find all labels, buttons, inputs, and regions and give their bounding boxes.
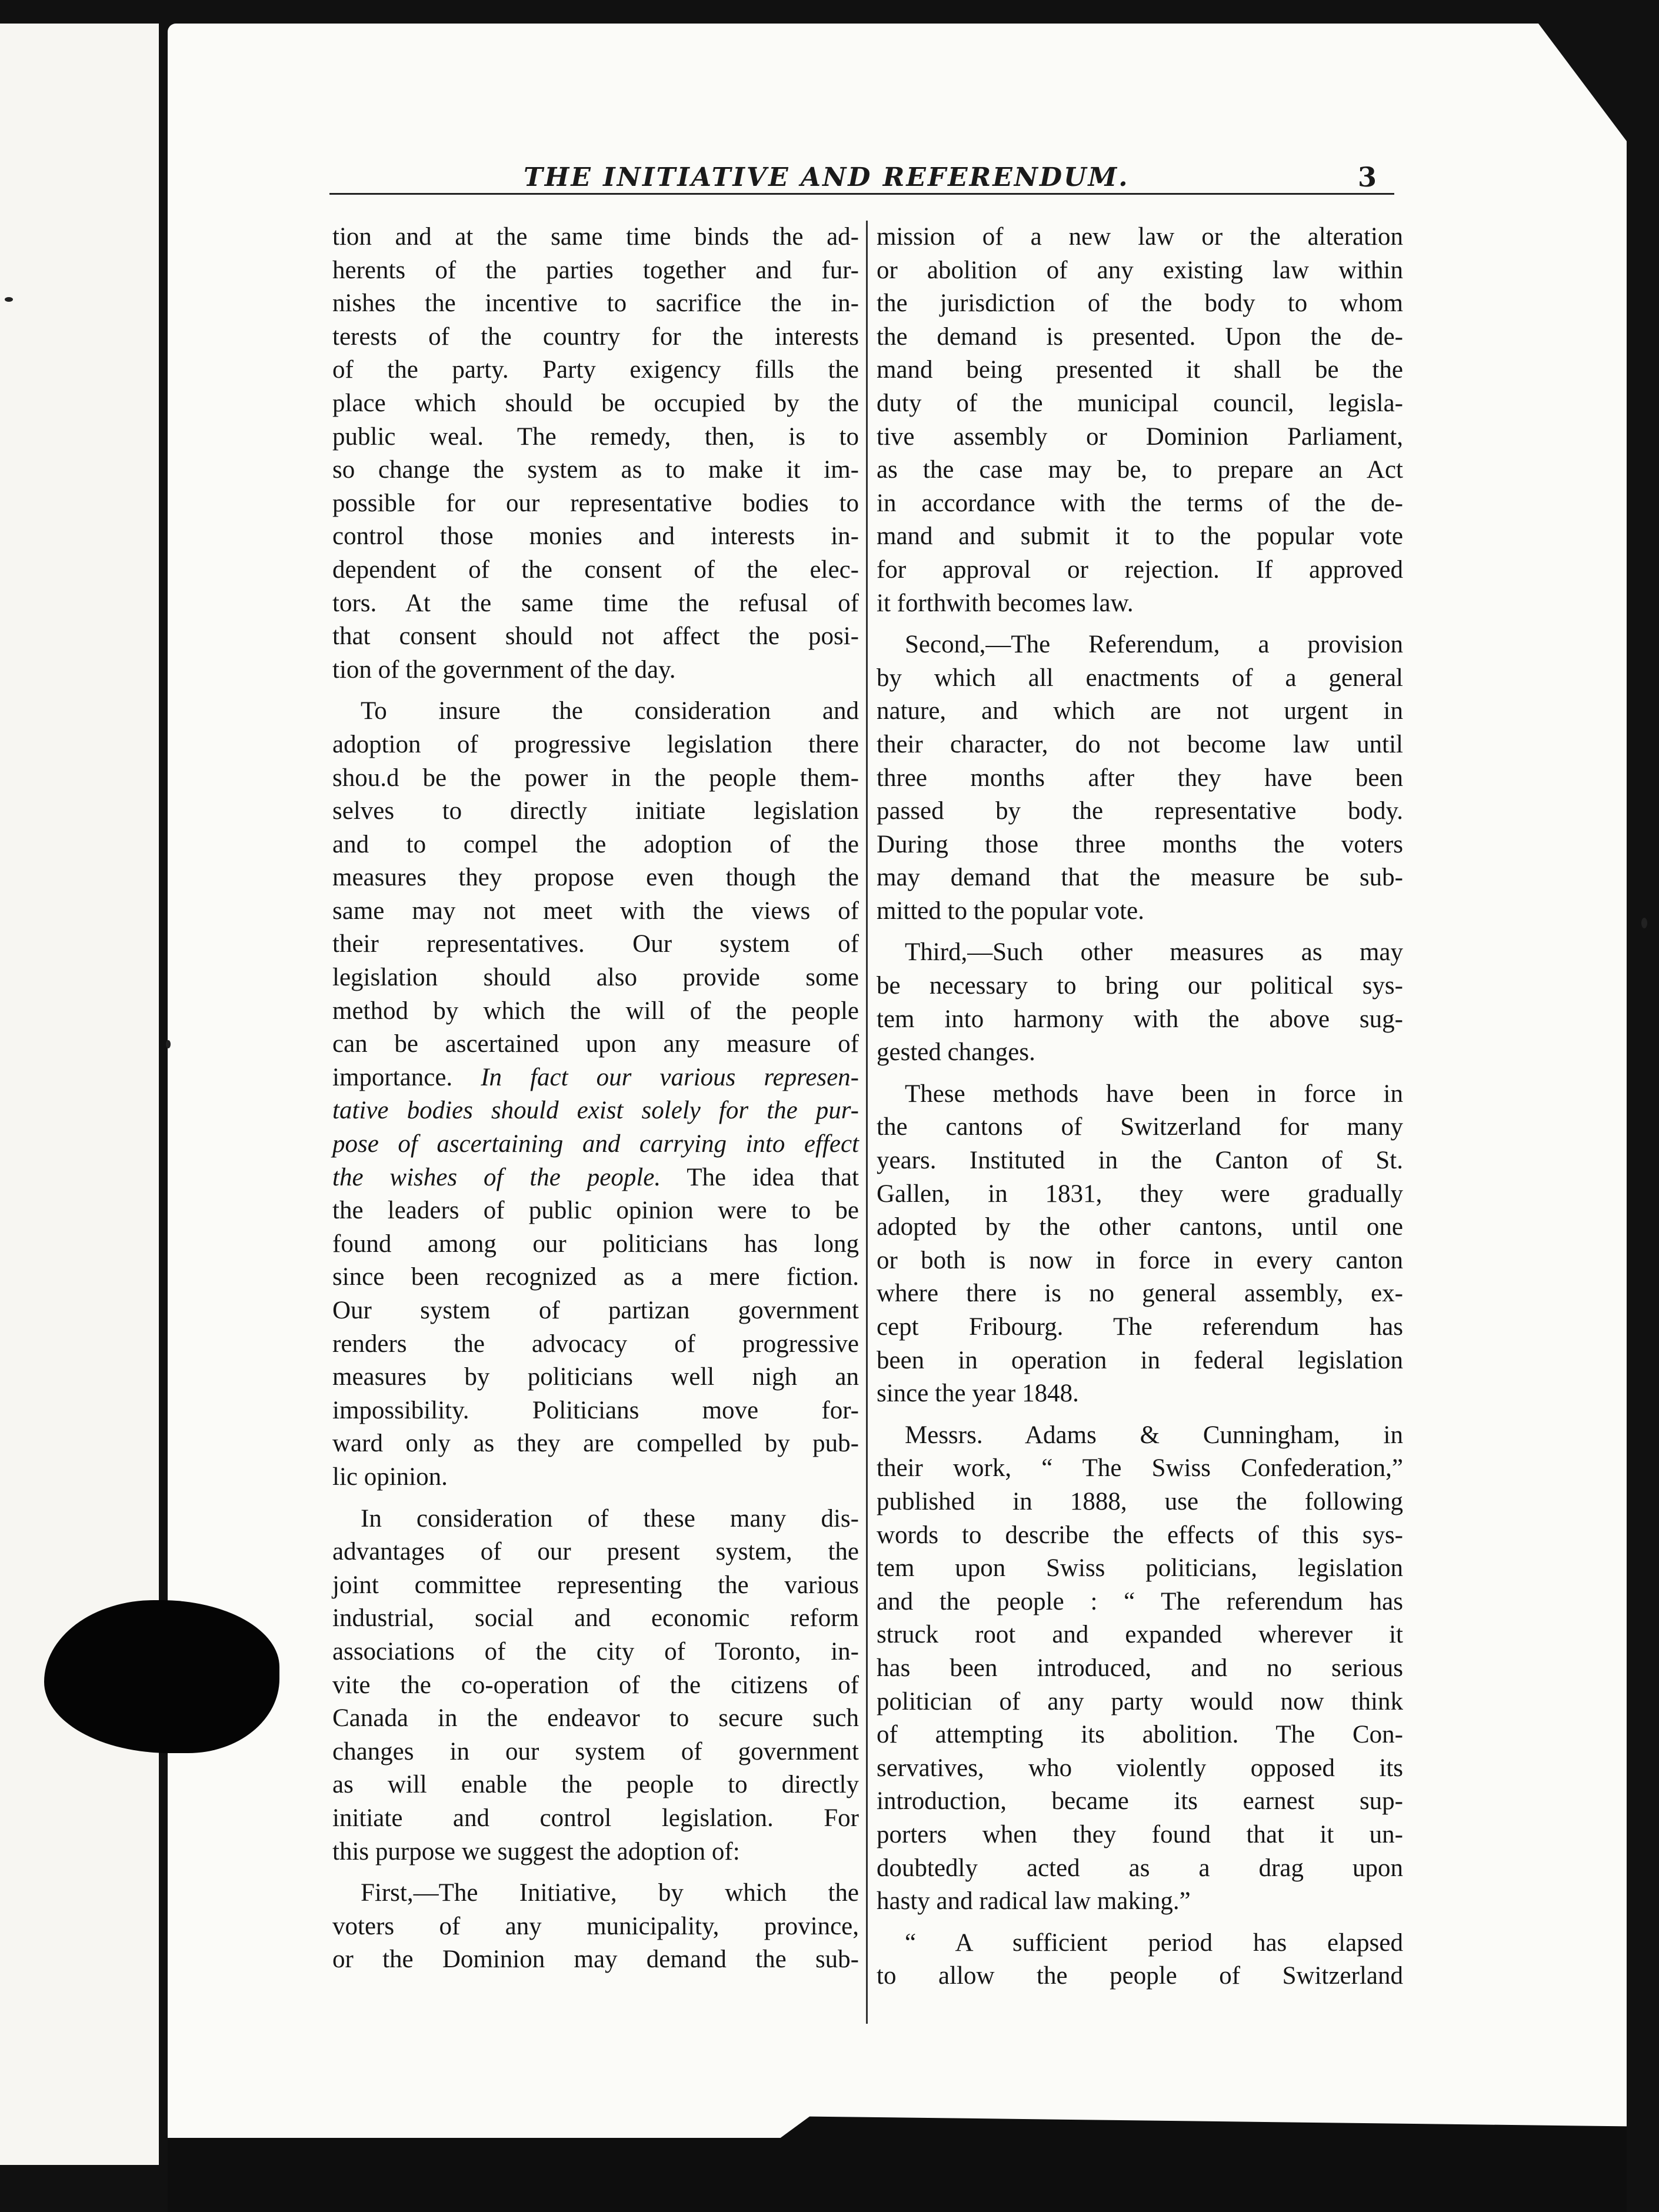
text-line: tem upon Swiss politicians, legislation — [877, 1554, 1403, 1583]
text-line: legislation should also provide some — [332, 964, 859, 992]
text-line: First,—The Initiative, by which the — [361, 1879, 859, 1907]
text-line: tive assembly or Dominion Parliament, — [877, 422, 1403, 451]
text-line: politician of any party would now think — [877, 1687, 1403, 1715]
text-line: selves to directly initiate legislation — [332, 797, 859, 825]
paragraph — [877, 1078, 1403, 1411]
text-line: place which should be occupied by the — [332, 389, 859, 417]
text-line: public weal. The remedy, then, is to — [332, 422, 859, 451]
text-line: as will enable the people to directly — [332, 1771, 859, 1799]
text-line: may demand that the measure be sub- — [877, 864, 1403, 892]
paragraph — [332, 221, 859, 687]
text-line: lic opinion. — [332, 1463, 448, 1491]
text-line: or abolition of any existing law within — [877, 256, 1403, 284]
text-line: where there is no general assembly, ex- — [877, 1280, 1403, 1308]
text-line: three months after they have been — [877, 764, 1403, 792]
text-line: porters when they found that it un- — [877, 1820, 1403, 1848]
text-line: been in operation in federal legislation — [877, 1346, 1403, 1374]
text-line: in accordance with the terms of the de- — [877, 489, 1403, 517]
text-line: of attempting its abolition. The Con- — [877, 1721, 1403, 1749]
paragraph — [877, 221, 1403, 620]
paragraph — [332, 695, 859, 1494]
text-line: since been recognized as a mere fiction. — [332, 1263, 859, 1291]
text-line: method by which the will of the people — [332, 997, 859, 1025]
text-line: measures they propose even though the — [332, 864, 859, 892]
text-line: has been introduced, and no serious — [877, 1654, 1403, 1682]
text-line: that consent should not affect the posi- — [332, 622, 859, 651]
left-column — [332, 221, 859, 1985]
text-line: servatives, who violently opposed its — [877, 1754, 1403, 1782]
text-line: tion and at the same time binds the ad- — [332, 223, 859, 251]
column-rule — [866, 221, 868, 2024]
text-line: the demand is presented. Upon the de- — [877, 322, 1403, 351]
text-line: dependent of the consent of the elec- — [332, 555, 859, 584]
text-line: tion of the government of the day. — [332, 655, 676, 684]
speck — [5, 297, 13, 302]
text-line: hasty and radical law making.” — [877, 1887, 1191, 1915]
text-line: for approval or rejection. If approved — [877, 555, 1403, 584]
speck — [1641, 918, 1647, 928]
paragraph — [332, 1503, 859, 1869]
text-line: or both is now in force in every canton — [877, 1246, 1403, 1274]
text-line: Messrs. Adams & Cunningham, in — [905, 1421, 1403, 1449]
text-line: the jurisdiction of the body to whom — [877, 289, 1403, 318]
text-line: vite the co-operation of the citizens of — [332, 1671, 859, 1699]
text-line: it forthwith becomes law. — [877, 589, 1134, 617]
text-line: of the party. Party exigency fills the — [332, 356, 859, 384]
text-line: words to describe the effects of this sys- — [877, 1521, 1403, 1549]
page-header — [329, 158, 1394, 195]
right-column — [877, 221, 1403, 2001]
text-line: renders the advocacy of progressive — [332, 1330, 859, 1358]
text-line: tem into harmony with the above sug- — [877, 1005, 1403, 1033]
text-line: gested changes. — [877, 1038, 1035, 1067]
speck — [166, 1040, 171, 1048]
text-line: introduction, became its earnest sup- — [877, 1787, 1403, 1815]
text-line: Canada in the endeavor to secure such — [332, 1704, 859, 1733]
text-line: duty of the municipal council, legisla- — [877, 389, 1403, 417]
text-line-mixed — [332, 1161, 859, 1195]
text-line: since the year 1848. — [877, 1380, 1079, 1408]
italic-line: pose of ascertaining and carrying into effect — [332, 1130, 859, 1158]
paragraph — [877, 936, 1403, 1069]
text-line: by which all enactments of a general — [877, 664, 1403, 692]
text-line: struck root and expanded wherever it — [877, 1621, 1403, 1649]
text-line: shou.d be the power in the people them- — [332, 764, 859, 792]
text-line: During those three months the voters — [877, 830, 1403, 858]
text-line: herents of the parties together and fur- — [332, 256, 859, 284]
text-line: cept Fribourg. The referendum has — [877, 1313, 1403, 1341]
text-line: to allow the people of Switzerland — [877, 1962, 1403, 1990]
paragraph — [332, 1877, 859, 1977]
text-line: These methods have been in force in — [905, 1080, 1403, 1108]
text-line: adopted by the other cantons, until one — [877, 1213, 1403, 1241]
text-line: their character, do not become law until — [877, 730, 1403, 758]
text-line: mand being presented it shall be the — [877, 356, 1403, 384]
text-line: doubtedly acted as a drag upon — [877, 1854, 1403, 1882]
text-line: adoption of progressive legislation there — [332, 730, 859, 758]
text-line: tors. At the same time the refusal of — [332, 589, 859, 617]
text-line: Third,—Such other measures as may — [905, 938, 1403, 967]
page-number: 3 — [1357, 161, 1377, 193]
text-line: associations of the city of Toronto, in- — [332, 1637, 859, 1665]
text-line: measures by politicians well nigh an — [332, 1363, 859, 1391]
text-line: as the case may be, to prepare an Act — [877, 456, 1403, 484]
text-line: or the Dominion may demand the sub- — [332, 1946, 859, 1974]
text-line: joint committee representing the various — [332, 1571, 859, 1599]
previous-page-edge — [0, 24, 159, 2165]
italic-line: tative bodies should exist solely for the pur- — [332, 1097, 859, 1125]
torn-corner — [1538, 24, 1627, 141]
text-line: years. Instituted in the Canton of St. — [877, 1147, 1403, 1175]
text-line: Gallen, in 1831, they were gradually — [877, 1180, 1403, 1208]
text-line: mand and submit it to the popular vote — [877, 522, 1403, 551]
text-line: voters of any municipality, province, — [332, 1912, 859, 1940]
text-line: passed by the representative body. — [877, 797, 1403, 825]
text-line: and to compel the adoption of the — [332, 830, 859, 858]
paragraph — [877, 1927, 1403, 1993]
text-line: mission of a new law or the alteration — [877, 223, 1403, 251]
text-line: Our system of partizan government — [332, 1297, 859, 1324]
running-title: THE INITIATIVE AND REFERENDUM. — [524, 162, 1130, 192]
text-line: nishes the incentive to sacrifice the in- — [332, 289, 859, 318]
text-line: this purpose we suggest the adoption of: — [332, 1837, 740, 1865]
text-line: mitted to the popular vote. — [877, 897, 1144, 925]
text-line: and the people : “ The referendum has — [877, 1587, 1403, 1615]
text-line: same may not meet with the views of — [332, 897, 859, 925]
text-line: terests of the country for the interests — [332, 322, 859, 351]
text-line: “ A sufficient period has elapsed — [905, 1928, 1403, 1957]
text-line: advantages of our present system, the — [332, 1538, 859, 1566]
text-line: nature, and which are not urgent in — [877, 697, 1403, 725]
text-line: In consideration of these many dis- — [361, 1504, 859, 1533]
text-line-mixed — [332, 1061, 859, 1095]
text-line: ward only as they are compelled by pub- — [332, 1430, 859, 1458]
paragraph — [877, 1419, 1403, 1918]
text-line: be necessary to bring our political sys- — [877, 972, 1403, 1000]
plain-text: importance. — [332, 1063, 453, 1091]
italic-text: In fact our various represen- — [481, 1063, 859, 1091]
text-line: changes in our system of government — [332, 1737, 859, 1765]
text-line: their work, “ The Swiss Confederation,” — [877, 1454, 1403, 1483]
text-line: industrial, social and economic reform — [332, 1604, 859, 1633]
text-line: found among our politicians has long — [332, 1230, 859, 1258]
text-line: impossibility. Politicians move for- — [332, 1396, 859, 1424]
paragraph — [877, 628, 1403, 928]
text-line: To insure the consideration and — [361, 697, 859, 725]
text-line: their representatives. Our system of — [332, 930, 859, 958]
text-line: published in 1888, use the following — [877, 1487, 1403, 1515]
text-line: possible for our representative bodies to — [332, 489, 859, 517]
ink-blot — [44, 1600, 279, 1753]
text-line: control those monies and interests in- — [332, 522, 859, 551]
text-line: the leaders of public opinion were to be — [332, 1197, 859, 1225]
text-line: can be ascertained upon any measure of — [332, 1030, 859, 1058]
text-line: the cantons of Switzerland for many — [877, 1113, 1403, 1141]
text-line: initiate and control legislation. For — [332, 1804, 859, 1832]
text-line: so change the system as to make it im- — [332, 456, 859, 484]
text-line: Second,—The Referendum, a provision — [905, 631, 1403, 659]
italic-text: the wishes of the people. — [332, 1163, 661, 1191]
plain-text: The idea that — [687, 1163, 859, 1191]
